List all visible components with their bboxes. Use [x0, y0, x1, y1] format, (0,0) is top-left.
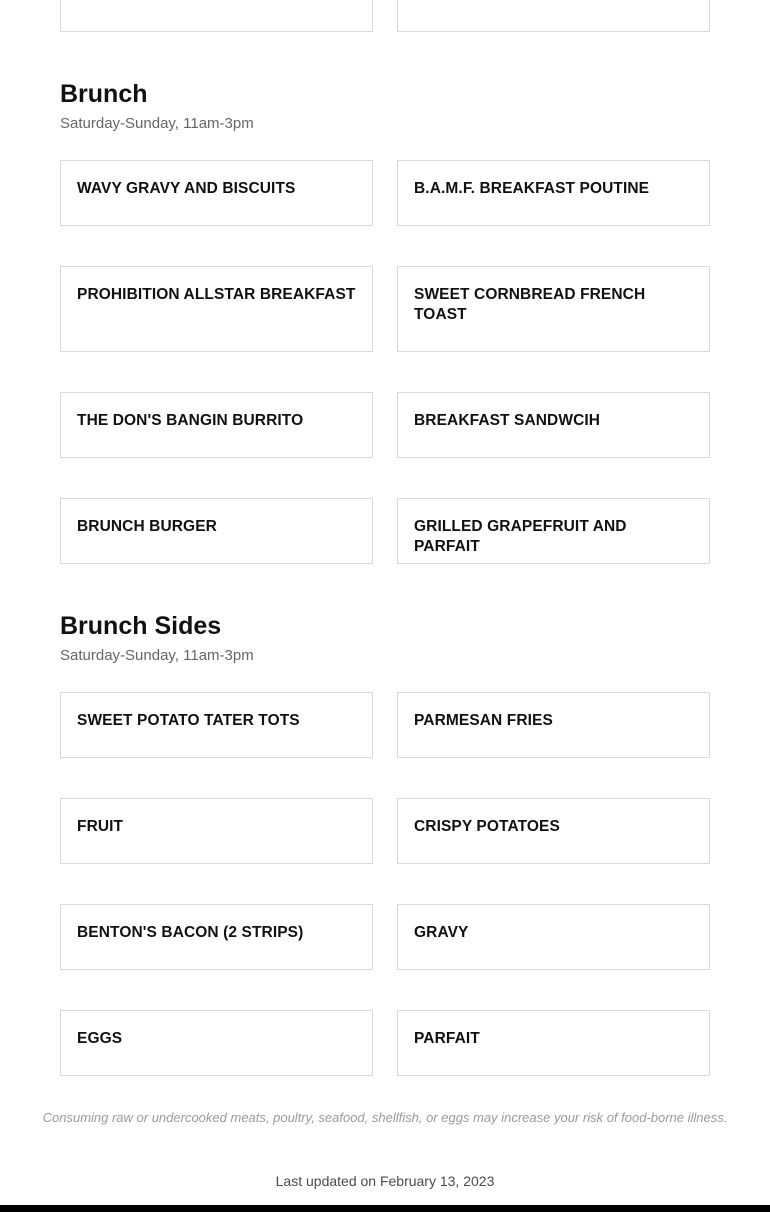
menu-item-card[interactable]	[60, 160, 373, 226]
menu-item-card[interactable]	[397, 392, 710, 458]
last-updated-text: Last updated on February 13, 2023	[275, 1173, 495, 1189]
menu-item-card[interactable]	[397, 266, 710, 352]
menu-item-name: PARMESAN FRIES	[414, 712, 553, 729]
menu-item-card[interactable]	[397, 160, 710, 226]
menu-item-card[interactable]	[397, 1010, 710, 1076]
menu-item-name: BREAKFAST SANDWCIH	[414, 412, 601, 429]
menu-item-name: WAVY GRAVY AND BISCUITS	[77, 180, 296, 197]
menu-item-card[interactable]	[60, 798, 373, 864]
section-hours-brunch-sides: Saturday-Sunday, 11am-3pm	[60, 647, 254, 664]
footer-bar	[0, 1205, 770, 1212]
menu-item-card[interactable]	[60, 904, 373, 970]
menu-item-name: BENTON'S BACON (2 STRIPS)	[77, 924, 304, 941]
menu-item-card[interactable]	[60, 692, 373, 758]
menu-item-name: GRILLED GRAPEFRUIT AND PARFAIT	[414, 518, 627, 555]
food-safety-disclaimer: Consuming raw or undercooked meats, poultry, seafood, shellfish, or eggs may increase your risk of food-borne illness.	[42, 1110, 728, 1125]
menu-item-card[interactable]	[397, 798, 710, 864]
menu-item-name: PARFAIT	[414, 1030, 480, 1047]
menu-item-name: SWEET CORNBREAD FRENCH TOAST	[414, 286, 646, 323]
menu-item-card[interactable]	[60, 392, 373, 458]
menu-item-name: GRAVY	[414, 924, 469, 941]
menu-item-name: PROHIBITION ALLSTAR BREAKFAST	[77, 286, 356, 303]
menu-item-card[interactable]	[397, 498, 710, 564]
section-title-brunch: Brunch	[60, 80, 148, 108]
menu-item-card[interactable]	[60, 0, 373, 32]
menu-item-card[interactable]	[397, 0, 710, 32]
menu-item-name: THE DON'S BANGIN BURRITO	[77, 412, 304, 429]
menu-item-card[interactable]	[60, 1010, 373, 1076]
menu-item-card[interactable]	[60, 266, 373, 352]
menu-item-name: SWEET POTATO TATER TOTS	[77, 712, 300, 729]
section-hours-brunch: Saturday-Sunday, 11am-3pm	[60, 115, 254, 132]
menu-item-name: BRUNCH BURGER	[77, 518, 217, 535]
menu-item-name: CRISPY POTATOES	[414, 818, 560, 835]
menu-item-name: EGGS	[77, 1030, 123, 1047]
menu-item-name: B.A.M.F. BREAKFAST POUTINE	[414, 180, 650, 197]
section-title-brunch-sides: Brunch Sides	[60, 612, 222, 640]
menu-item-card[interactable]	[397, 904, 710, 970]
menu-item-name: FRUIT	[77, 818, 124, 835]
menu-item-card[interactable]	[60, 498, 373, 564]
menu-item-card[interactable]	[397, 692, 710, 758]
